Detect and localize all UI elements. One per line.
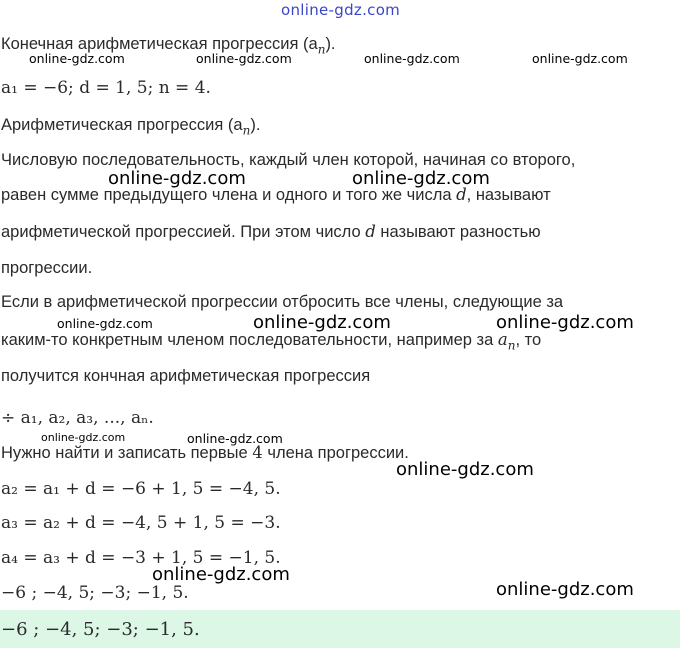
watermark: online-gdz.com [41,431,126,444]
line-text: называют разностью [375,223,541,241]
line-text: каким-то конкретным членом последовательности, например за [1,331,498,349]
paragraph-line-1: Числовую последовательность, каждый член которой, начиная со второго, [1,151,576,169]
watermark: online-gdz.com [253,312,391,333]
sequence: ÷ a₁, a₂, a₃, ..., aₙ. [1,408,154,428]
watermark: online-gdz.com [196,51,292,66]
answer-text: −6 ; −4, 5; −3; −1, 5. [1,619,200,640]
equation-a4: a₄ = a₃ + d = −3 + 1, 5 = −1, 5. [1,548,281,568]
watermark: online-gdz.com [352,168,490,189]
line-text: арифметической прогрессией. При этом число [1,223,366,241]
line-text: , называют [466,186,551,204]
watermark: online-gdz.com [496,312,634,333]
subscript: n [242,123,251,138]
header-watermark: online-gdz.com [281,1,401,19]
line-text: члена прогрессии. [262,444,409,462]
given-values: a₁ = −6; d = 1, 5; n = 4. [1,78,211,98]
line-text: ). [250,116,261,134]
line-text: Арифметическая прогрессия (a [1,116,243,134]
watermark: online-gdz.com [29,51,125,66]
line-text: Конечная арифметическая прогрессия (a [1,35,318,53]
watermark: online-gdz.com [364,51,460,66]
watermark: online-gdz.com [57,316,153,331]
line-text: ). [325,35,336,53]
equation-a2: a₂ = a₁ + d = −6 + 1, 5 = −4, 5. [1,479,281,499]
watermark: online-gdz.com [187,431,283,446]
subscript: n [317,42,326,57]
line-text: равен сумме предыдущего члена и одного и того же числа [1,186,457,204]
paragraph-line-6 [1,330,541,355]
math-n: 4 [252,443,263,462]
line-text: , то [515,331,542,349]
math-a: a [497,330,508,349]
equation-a3: a₃ = a₂ + d = −4, 5 + 1, 5 = −3. [1,513,281,533]
watermark: online-gdz.com [496,579,634,600]
subscript: n [507,338,516,353]
paragraph-line-5: Если в арифметической прогрессии отбросить все члены, следующие за [1,293,564,311]
watermark: online-gdz.com [108,168,246,189]
watermark: online-gdz.com [396,459,534,480]
task-line [1,443,409,463]
paragraph-line-7: получится кончная арифметическая прогрессия [1,367,371,385]
line-text: Нужно найти и записать первые [1,444,253,462]
math-d: d [456,185,467,204]
line-arith-progression [1,115,260,140]
math-d: d [365,222,376,241]
answer-box [0,610,680,648]
watermark: online-gdz.com [152,564,290,585]
paragraph-line-4: прогрессии. [1,259,93,277]
result-line: −6 ; −4, 5; −3; −1, 5. [1,583,189,603]
paragraph-line-3 [1,222,541,242]
watermark: online-gdz.com [532,51,628,66]
